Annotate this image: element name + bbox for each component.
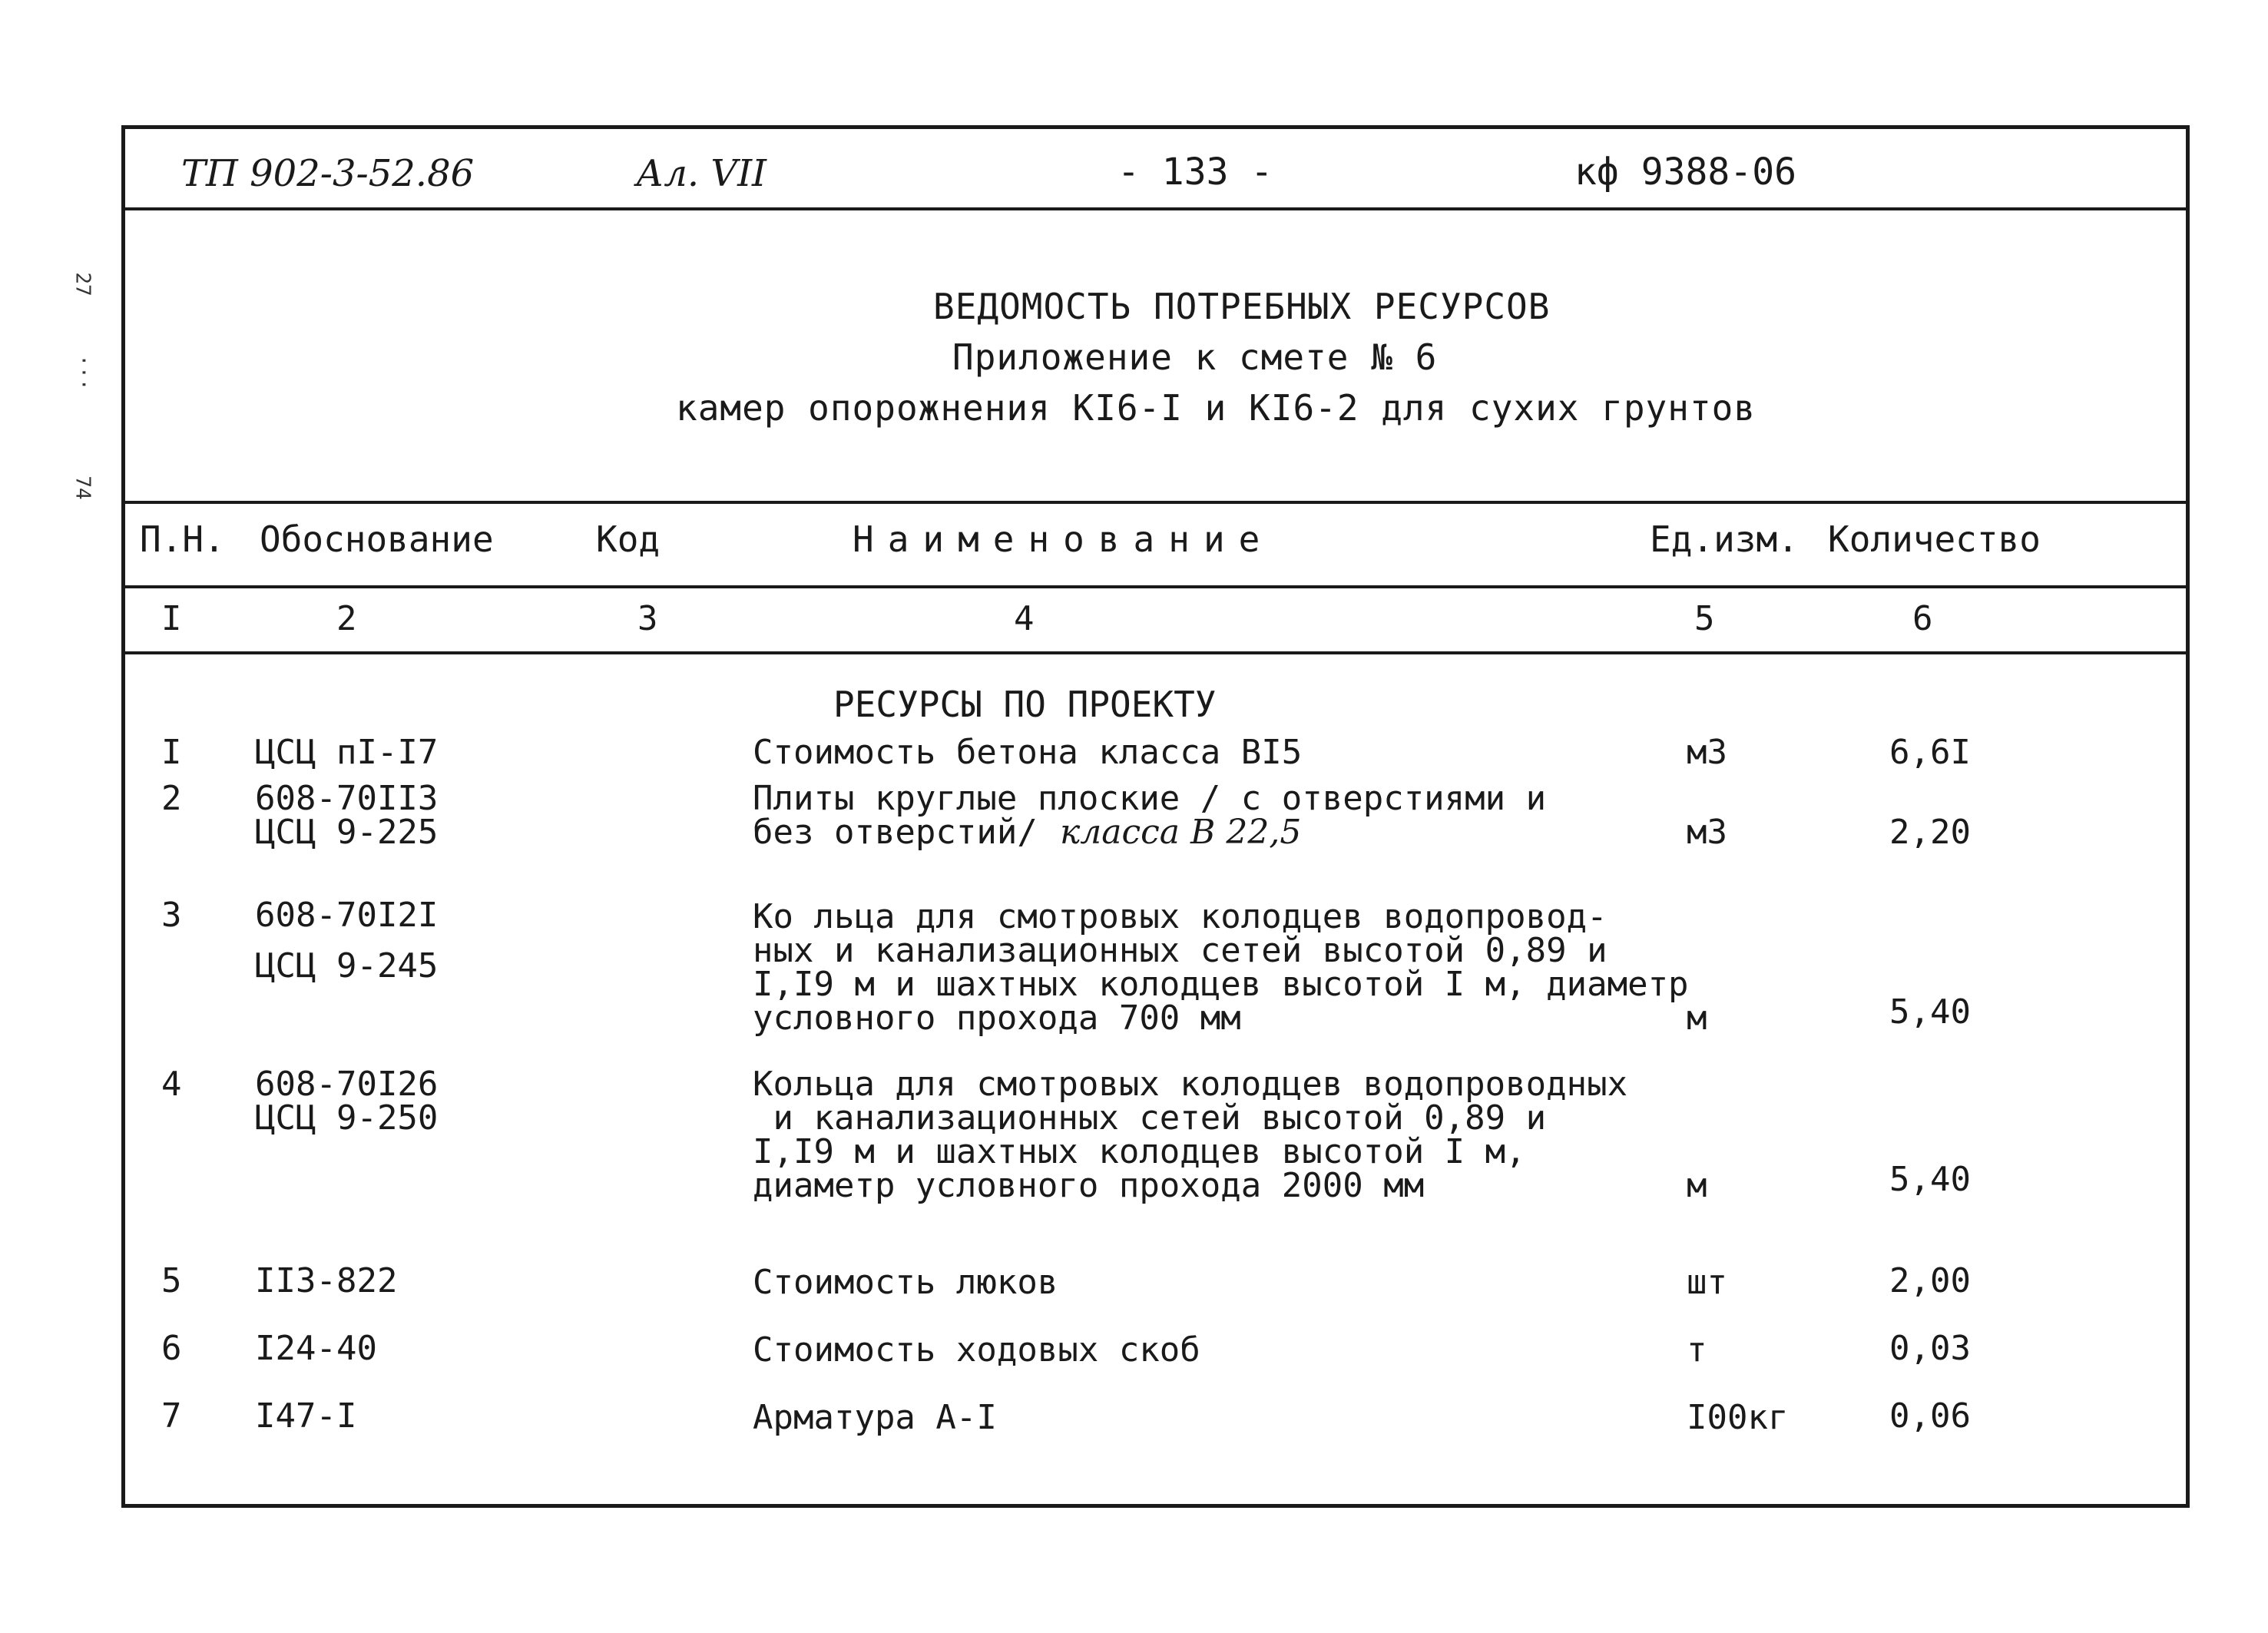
row-7-basis: I47-I <box>255 1396 357 1436</box>
row-3-name-3: I,I9 м и шахтных колодцев высотой I м, диаметр <box>753 965 1689 1004</box>
column-number-2: 2 <box>336 599 357 638</box>
document-subtitle: Приложение к смете № 6 <box>952 336 1438 378</box>
document-object: камер опорожнения КI6-I и КI6-2 для сухих грунтов <box>676 387 1756 429</box>
row-3-basis-1: 608-70I2I <box>255 896 439 935</box>
row-3-name-1: Ко льца для смотровых колодцев водопровод- <box>753 897 1607 936</box>
row-1-unit: м3 <box>1687 733 1727 772</box>
row-2-pn: 2 <box>161 779 182 818</box>
column-header-code: Код <box>596 518 661 560</box>
row-5-qty: 2,00 <box>1889 1261 1971 1300</box>
project-code: ТП 902-3-52.86 <box>181 152 475 195</box>
row-4-name-4: диаметр условного прохода 2000 мм <box>753 1166 1425 1205</box>
row-3-basis-2: ЦСЦ 9-245 <box>255 946 439 985</box>
row-2-name-2: без отверстий/ <box>753 813 1038 852</box>
row-4-qty: 5,40 <box>1889 1160 1971 1199</box>
column-number-4: 4 <box>1014 599 1035 638</box>
column-number-1: I <box>161 599 182 638</box>
document-title: ВЕДОМОСТЬ ПОТРЕБНЫХ РЕСУРСОВ <box>933 286 1551 327</box>
row-3-unit: м <box>1687 999 1707 1038</box>
row-4-basis-1: 608-70I26 <box>255 1065 439 1104</box>
column-header-pn: П.Н. <box>140 518 225 560</box>
margin-mark-1: 27 <box>71 272 94 296</box>
column-number-6: 6 <box>1912 599 1933 638</box>
row-7-qty: 0,06 <box>1889 1396 1971 1436</box>
margin-mark-2: ... <box>77 354 101 391</box>
row-6-qty: 0,03 <box>1889 1329 1971 1368</box>
row-7-unit: I00кг <box>1687 1398 1789 1437</box>
row-4-name-1: Кольца для смотровых колодцев водопроводных <box>753 1065 1628 1104</box>
margin-mark-3: 74 <box>71 475 94 500</box>
column-header-name: Наименование <box>853 518 1274 560</box>
row-4-name-3: I,I9 м и шахтных колодцев высотой I м, <box>753 1132 1526 1171</box>
column-number-3: 3 <box>637 599 658 638</box>
column-header-basis: Обоснование <box>260 518 494 560</box>
row-1-name: Стоимость бетона класса BI5 <box>753 733 1303 772</box>
row-2-name-handwritten: класса B 22,5 <box>1060 813 1302 852</box>
row-4-basis-2: ЦСЦ 9-250 <box>255 1098 439 1138</box>
column-number-5: 5 <box>1694 599 1715 638</box>
row-4-pn: 4 <box>161 1065 182 1104</box>
row-5-basis: II3-822 <box>255 1261 398 1300</box>
row-3-name-2: ных и канализационных сетей высотой 0,89 и <box>753 931 1607 970</box>
header-divider <box>123 207 2187 210</box>
row-1-qty: 6,6I <box>1889 733 1971 772</box>
row-6-basis: I24-40 <box>255 1329 377 1368</box>
row-4-name-2: и канализационных сетей высотой 0,89 и <box>753 1098 1547 1138</box>
page-number: - 133 - <box>1117 151 1273 194</box>
row-6-name: Стоимость ходовых скоб <box>753 1330 1200 1370</box>
album-number: Ал. VII <box>636 152 767 195</box>
row-7-name: Арматура А-I <box>753 1398 997 1437</box>
row-3-qty: 5,40 <box>1889 992 1971 1032</box>
row-1-pn: I <box>161 733 182 772</box>
row-1-basis: ЦСЦ пI-I7 <box>255 733 439 772</box>
row-7-pn: 7 <box>161 1396 182 1436</box>
row-2-unit: м3 <box>1687 813 1727 852</box>
row-2-basis-2: ЦСЦ 9-225 <box>255 813 439 852</box>
row-2-qty: 2,20 <box>1889 813 1971 852</box>
column-header-quantity: Количество <box>1828 518 2041 560</box>
row-6-pn: 6 <box>161 1329 182 1368</box>
column-header-unit: Ед.изм. <box>1650 518 1799 560</box>
column-numbers-bottom-rule <box>123 651 2187 654</box>
row-2-basis-1: 608-70II3 <box>255 779 439 818</box>
row-6-unit: т <box>1687 1330 1707 1370</box>
row-2-name-1: Плиты круглые плоские / с отверстиями и <box>753 779 1547 818</box>
column-header-top-rule <box>123 501 2187 504</box>
row-5-pn: 5 <box>161 1261 182 1300</box>
section-title: РЕСУРСЫ ПО ПРОЕКТУ <box>833 684 1217 725</box>
column-header-bottom-rule <box>123 585 2187 588</box>
row-3-name-4: условного прохода 700 мм <box>753 999 1241 1038</box>
form-code: кф 9388-06 <box>1574 151 1796 194</box>
row-4-unit: м <box>1687 1166 1707 1205</box>
row-3-pn: 3 <box>161 896 182 935</box>
row-5-unit: шт <box>1687 1263 1727 1302</box>
row-5-name: Стоимость люков <box>753 1263 1058 1302</box>
